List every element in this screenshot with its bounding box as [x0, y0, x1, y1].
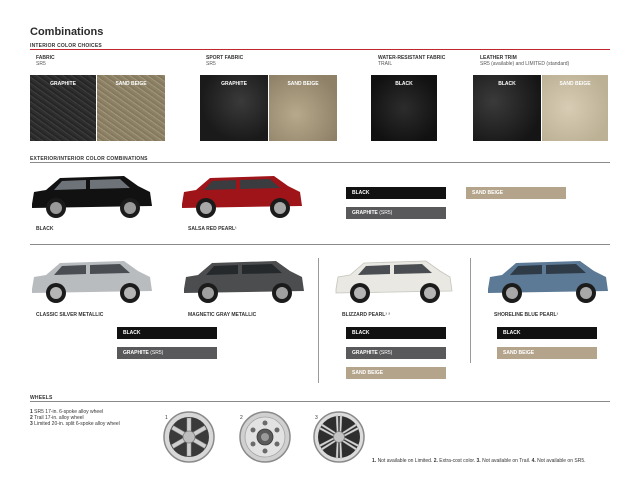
footnote-num: 1. [372, 458, 377, 464]
suv-blizzard-pearl-image [330, 255, 456, 307]
interior-heading: INTERIOR COLOR CHOICES [30, 43, 102, 49]
wheel-6-spoke-image [162, 410, 216, 464]
swatch-fabric-graphite [30, 75, 96, 141]
bar-black: BLACK [117, 327, 217, 339]
car-label-black: BLACK [36, 226, 54, 232]
group-sub: TRAIL [378, 61, 393, 67]
footnote-num: 2. [433, 458, 438, 464]
suv-classic-silver-image [26, 255, 156, 307]
wheel-number: 2 [240, 415, 243, 421]
exterior-rule [30, 162, 610, 163]
interior-group-leather [480, 55, 569, 67]
bar-black: BLACK [346, 327, 446, 339]
suv-shape [182, 176, 302, 218]
wheels-list [30, 409, 120, 427]
swatch-sport-sandbeige [269, 75, 337, 141]
footnote-text: Not available on SR5. [537, 458, 586, 464]
car-label-salsa-red: SALSA RED PEARL¹ [188, 226, 237, 232]
footnote-text: Extra-cost color. [439, 458, 476, 464]
group-name: LEATHER TRIM [480, 55, 517, 61]
wheels-list-item: 1 SR5 17-in. 6-spoke alloy wheel [30, 409, 104, 415]
bar-text: GRAPHITE [352, 210, 378, 216]
wheel-split-6-spoke-image [312, 410, 366, 464]
suv-magnetic-gray-image [178, 255, 308, 307]
bar-text: GRAPHITE [123, 350, 149, 356]
interior-group-water-resistant [378, 55, 445, 67]
wheels-heading: WHEELS [30, 395, 53, 401]
footnote-num: 3. [476, 458, 481, 464]
bar-sand-beige: SAND BEIGE [346, 367, 446, 379]
suv-shape [32, 176, 152, 218]
bar-paren: (SR5) [379, 210, 393, 216]
swatch-fabric-sandbeige [97, 75, 165, 141]
bar-black: BLACK [497, 327, 597, 339]
group-name: FABRIC [36, 55, 55, 61]
wheel-number: 1 [165, 415, 168, 421]
bar-paren: (SR5) [150, 350, 164, 356]
interior-rule [30, 49, 610, 50]
bar-sand-beige: SAND BEIGE [466, 187, 566, 199]
suv-salsa-red-image [176, 170, 306, 222]
footnotes [372, 458, 586, 464]
suv-shape [184, 261, 304, 303]
swatch-sport-graphite [200, 75, 268, 141]
wheels-list-item: 2 Trail 17-in. alloy wheel [30, 415, 84, 421]
bar-sand-beige: SAND BEIGE [497, 347, 597, 359]
car-label-classic-silver: CLASSIC SILVER METALLIC [36, 312, 104, 318]
group-sub: SR5 [206, 61, 216, 67]
bar-graphite [346, 207, 446, 219]
bar-graphite [117, 347, 217, 359]
swatch-label: BLACK [498, 81, 516, 87]
group-sub: SR5 (available) and LIMITED (standard) [480, 61, 570, 67]
swatch-label: GRAPHITE [221, 81, 247, 87]
car-label-blizzard-pearl: BLIZZARD PEARL¹ ² [342, 312, 391, 318]
car-label-magnetic-gray: MAGNETIC GRAY METALLIC [188, 312, 257, 318]
car-label-shoreline-blue: SHORELINE BLUE PEARL¹ [494, 312, 559, 318]
interior-group-sport-fabric [206, 55, 243, 67]
interior-group-fabric [36, 55, 55, 67]
swatch-label: SAND BEIGE [287, 81, 319, 87]
wheel-number: 3 [315, 415, 318, 421]
column-divider [318, 258, 319, 383]
page-title: Combinations [30, 26, 104, 38]
swatch-label: GRAPHITE [50, 81, 76, 87]
swatch-leather-sandbeige [542, 75, 608, 141]
footnote-text: Not available on Trail. [482, 458, 531, 464]
bar-black: BLACK [346, 187, 446, 199]
wheels-list-item: 3 Limited 20-in. split 6-spoke alloy wheel [30, 421, 120, 427]
swatch-water-black [371, 75, 437, 141]
exterior-heading: EXTERIOR/INTERIOR COLOR COMBINATIONS [30, 156, 148, 162]
group-name: SPORT FABRIC [206, 55, 244, 61]
swatch-label: SAND BEIGE [559, 81, 591, 87]
group-sub: SR5 [36, 61, 46, 67]
bar-graphite [346, 347, 446, 359]
column-divider [470, 258, 471, 363]
wheel-trail-image [238, 410, 292, 464]
row-divider [30, 244, 610, 245]
swatch-label: BLACK [395, 81, 413, 87]
suv-black-image [26, 170, 156, 222]
wheels-rule [30, 401, 610, 402]
bar-text: GRAPHITE [352, 350, 378, 356]
swatch-leather-black [473, 75, 541, 141]
bar-paren: (SR5) [379, 350, 393, 356]
suv-shape [32, 261, 152, 303]
suv-shape [336, 261, 452, 303]
footnote-num: 4. [531, 458, 536, 464]
swatch-label: SAND BEIGE [115, 81, 147, 87]
group-name: WATER-RESISTANT FABRIC [378, 55, 446, 61]
footnote-text: Not available on Limited. [377, 458, 433, 464]
suv-shoreline-blue-image [482, 255, 612, 307]
suv-shape [488, 261, 608, 303]
